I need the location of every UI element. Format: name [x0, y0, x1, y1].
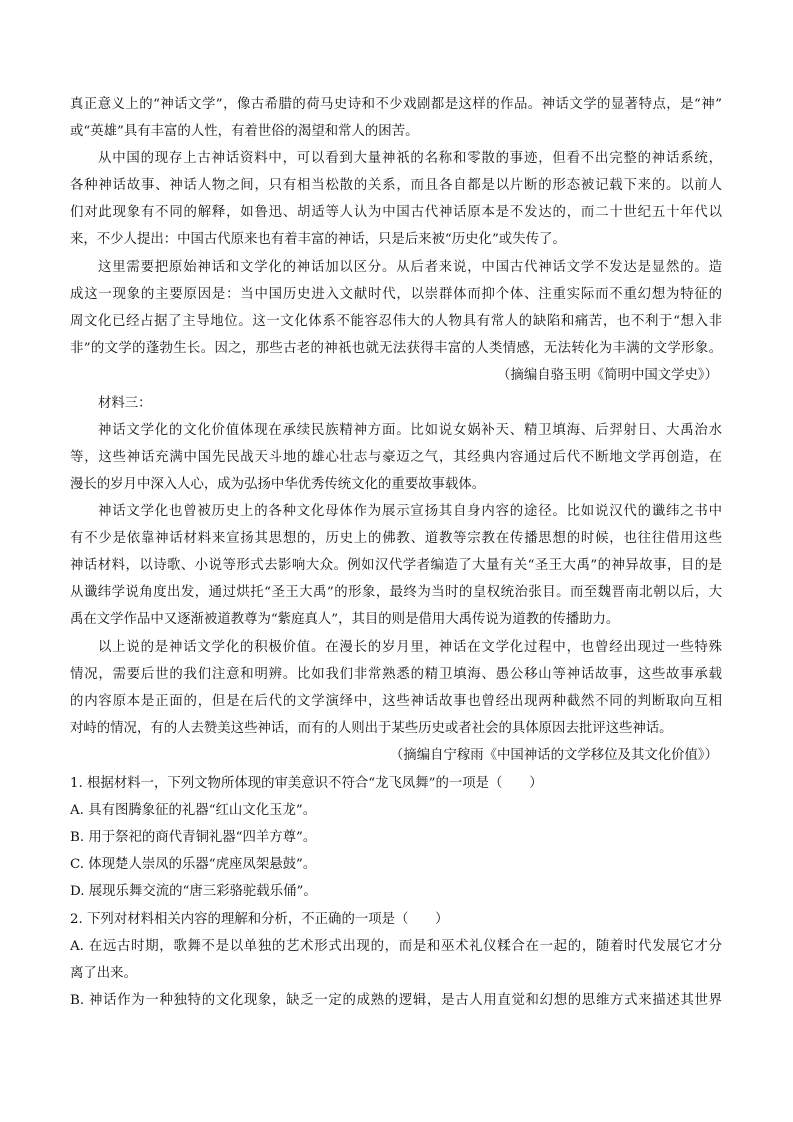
paragraph-line: 来，不少人提出：中国古代原来也有着丰富的神话，只是后来被“历史化”或失传了。 — [70, 232, 566, 247]
paragraph-line: 漫长的岁月中深入人心，成为弘扬中华优秀传统文化的重要故事载体。 — [70, 477, 486, 492]
paragraph-line: 非”的文学的蓬勃生长。因之，那些古老的神祇也就无法获得丰富的人类情感，无法转化为丰满的文学形象。 — [70, 341, 722, 356]
paragraph-line: 成这一现象的主要原因是：当中国历史进入文献时代，以崇群体而抑个体、注重实际而不重幻想为特征的 — [70, 287, 722, 302]
paragraph-line: 神话材料，以诗歌、小说等形式去影响大众。例如汉代学者编造了大量有关“圣王大禹”的神异故事，目的是 — [70, 558, 722, 573]
paragraph-line: 神话文学化也曾被历史上的各种文化母体作为展示宣扬其自身内容的途径。比如说汉代的谶纬之书中 — [98, 504, 722, 519]
source-citation: （摘编自骆玉明《简明中国文学史》） — [497, 368, 718, 383]
paragraph-line: 神话文学化的文化价值体现在承续民族精神方面。比如说女娲补天、精卫填海、后羿射日、大禹治水 — [98, 423, 722, 438]
question-option: C. 体现楚人崇凤的乐器“虎座凤架悬鼓”。 — [70, 857, 317, 872]
question-option: D. 展现乐舞交流的“唐三彩骆驼载乐俑”。 — [70, 884, 317, 899]
paragraph-line: 各种神话故事、神话人物之间，只有相当松散的关系，而且各自都是以片断的形态被记载下来的。以前人 — [70, 178, 722, 193]
paragraph-line: 以上说的是神话文学化的积极价值。在漫长的岁月里，神话在文学化过程中，也曾经出现过一些特殊 — [98, 640, 722, 655]
paragraph-line: 真正意义上的“神话文学”，像古希腊的荷马史诗和不少戏剧都是这样的作品。神话文学的显著特点，是“神” — [70, 97, 722, 112]
paragraph-line: 等，这些神话充满中国先民战天斗地的雄心壮志与豪迈之气，其经典内容通过后代不断地文学再创造，在 — [70, 450, 722, 465]
paragraph-line: 周文化已经占据了主导地位。这一文化体系不能容忍伟大的人物具有常人的缺陷和痛苦，也不利于“想入非 — [70, 314, 722, 329]
question-stem: 1. 根据材料一，下列文物所体现的审美意识不符合“龙飞凤舞”的一项是（ ） — [70, 776, 543, 791]
section-heading: 材料三： — [98, 396, 152, 411]
paragraph-line: 从谶纬学说角度出发，通过烘托“圣王大禹”的形象，最终为当时的皇权统治张目。而至魏晋南北朝以后，大 — [70, 585, 722, 600]
source-citation: （摘编自宁稼雨《中国神话的文学移位及其文化价值》） — [389, 748, 718, 763]
question-option: B. 用于祭祀的商代青铜礼器“四羊方尊”。 — [70, 830, 317, 845]
question-option: 离了出来。 — [70, 966, 137, 981]
question-option: A. 具有图腾象征的礼器“红山文化玉龙”。 — [70, 803, 317, 818]
question-stem: 2. 下列对材料相关内容的理解和分析，不正确的一项是（ ） — [70, 912, 449, 927]
paragraph-line: 禹在文学作品中又逐渐被道教尊为“紫庭真人”，其目的则是借用大禹传说为道教的传播助力。 — [70, 612, 620, 627]
question-option: A. 在远古时期，歌舞不是以单独的艺术形式出现的，而是和巫术礼仪糅合在一起的，随着时代发展它才分 — [70, 939, 722, 954]
paragraph-line: 的内容原本是正面的，但是在后代的文学演绎中，这些神话故事也曾经出现两种截然不同的判断取向互相 — [70, 694, 722, 709]
paragraph-line: 们对此现象有不同的解释，如鲁迅、胡适等人认为中国古代神话原本是不发达的，而二十世纪五十年代以 — [70, 205, 722, 220]
question-option: B. 神话作为一种独特的文化现象，缺乏一定的成熟的逻辑，是古人用直觉和幻想的思维方式来描述其世界 — [70, 993, 722, 1008]
paragraph-line: 或“英雄”具有丰富的人性，有着世俗的渴望和常人的困苦。 — [70, 124, 419, 139]
paragraph-line: 这里需要把原始神话和文学化的神话加以区分。从后者来说，中国古代神话文学不发达是显然的。造 — [98, 260, 722, 275]
paragraph-line: 有不少是依靠神话材料来宣扬其思想的，历史上的佛教、道教等宗教在传播思想的时候，也往往借用这些 — [70, 531, 722, 546]
paragraph-line: 从中国的现存上古神话资料中，可以看到大量神祇的名称和零散的事迹，但看不出完整的神话系统， — [98, 151, 722, 166]
paragraph-line: 情况，需要后世的我们注意和明辨。比如我们非常熟悉的精卫填海、愚公移山等神话故事，这些故事承载 — [70, 667, 722, 682]
paragraph-line: 对峙的情况，有的人去赞美这些神话，而有的人则出于某些历史或者社会的具体原因去批评这些神话。 — [70, 721, 673, 736]
